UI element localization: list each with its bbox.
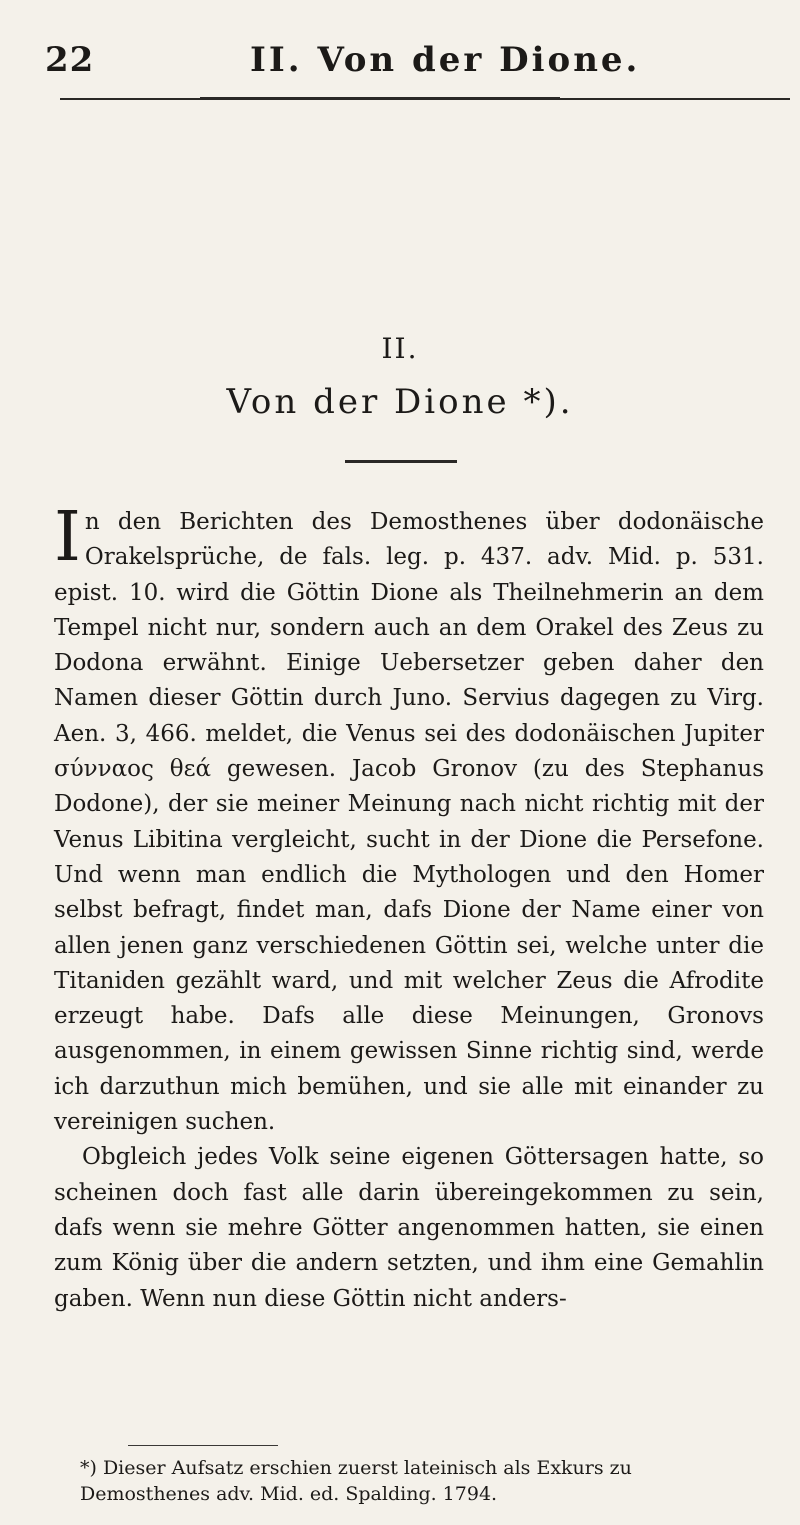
chapter-title: Von der Dione *). (226, 382, 574, 422)
paragraph-1-text: n den Berichten des Demosthenes über dodonäische Orakelsprüche, de fals. leg. p. 437. adv. Mid. p. 531. epist. 10. wird die Göttin Dione als Theilnehmerin an dem Tempel nicht nur, sondern auch an dem Orakel des Zeus zu Dodona erwähnt. Einige Uebersetzer geben daher den Namen dieser Göttin durch Juno. Servius dagegen zu Virg. Aen. 3, 466. meldet, die Venus sei des dodonäischen Jupiter σύνναος θεά gewesen. Jacob Gronov (zu des Stephanus Dodone), der sie meiner Meinung nach nicht richtig mit der Venus Libitina vergleicht, sucht in der Dione die Persefone. Und wenn man endlich die Mythologen und den Homer selbst befragt, findet man, dafs Dione der Name einer von allen jenen ganz verschiedenen Göttin sei, welche unter die Titaniden gezählt ward, und mit welcher Zeus die Afrodite erzeugt habe. Dafs alle diese Meinungen, Gronovs ausgenommen, in einem gewissen Sinne richtig sind, werde ich darzuthun mich bemühen, und sie alle mit einander zu vereinigen suchen. (54, 509, 764, 1136)
paragraph-2: Obgleich jedes Volk seine eigenen Göttersagen hatte, so scheinen doch fast alle darin übereingekommen zu sein, dafs wenn sie mehre Götter angenommen hatten, sie einen zum König über die andern setzten, und ihm eine Gemahlin gaben. Wenn nun diese Göttin nicht anders- (54, 1144, 764, 1312)
title-rule (345, 460, 457, 463)
header-rule (60, 98, 790, 100)
chapter-number: II. (381, 332, 419, 365)
drop-cap: I (54, 498, 81, 577)
page-number: 22 (45, 40, 95, 80)
footnote: *) Dieser Aufsatz erschien zuerst lateinisch als Exkurs zu Demosthenes adv. Mid. ed. Spalding. 1794. (80, 1457, 632, 1505)
footnote-rule (128, 1445, 278, 1446)
body-text (54, 498, 764, 1317)
running-head (0, 40, 800, 84)
paragraph-1 (54, 498, 764, 1140)
running-title: II. Von der Dione. (250, 40, 641, 80)
